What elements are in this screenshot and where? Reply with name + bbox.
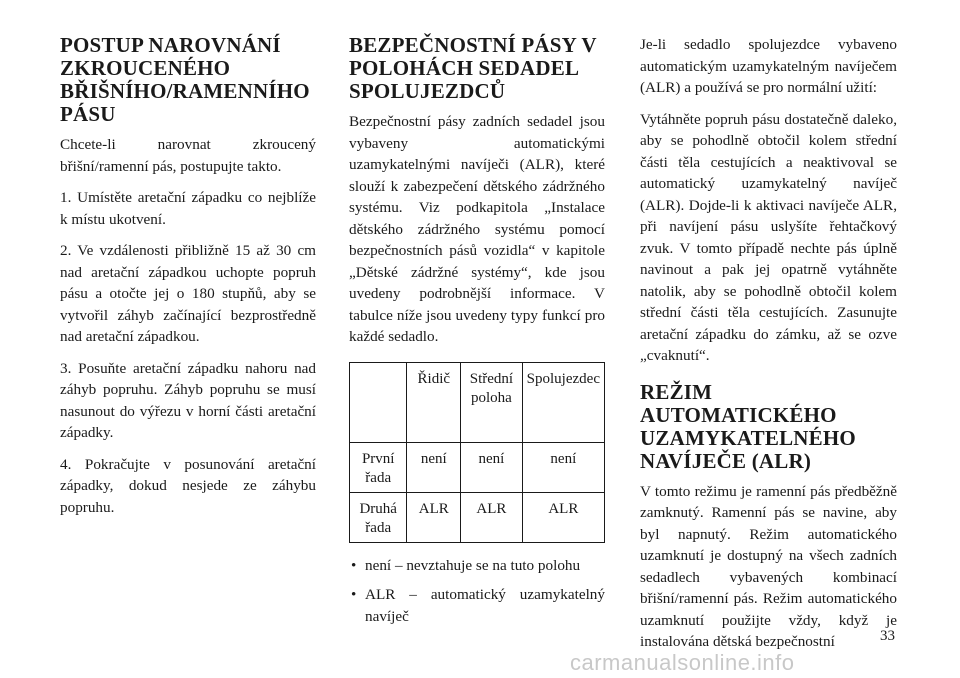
table-row bbox=[350, 442, 605, 492]
legend-text: není – nevztahuje se na tuto polohu bbox=[365, 556, 581, 574]
table-header-cell: Spolujezdec bbox=[522, 362, 604, 442]
legend-item bbox=[349, 584, 605, 627]
table-row-label: Druhá řada bbox=[350, 492, 407, 542]
watermark: carmanualsonline.info bbox=[570, 650, 795, 675]
section-heading-passenger-belts: BEZPEČNOSTNÍ PÁSY V POLOHÁCH SEDADEL SPOLUJEZDCŮ bbox=[349, 33, 597, 103]
column-3 bbox=[640, 34, 897, 663]
step-3: 3. Posuňte aretační západku nahoru nad záhyb popruhu. Záhyb popruhu se musí nasunout do výřezu v horní části aretační západky. bbox=[60, 359, 316, 441]
legend-text: ALR – automatický uzamykatelný navíječ bbox=[365, 586, 605, 625]
table-cell: ALR bbox=[522, 492, 604, 542]
table-header-cell bbox=[350, 362, 407, 442]
bullet-icon: • bbox=[351, 586, 357, 603]
legend-item bbox=[349, 555, 605, 577]
table-cell: ALR bbox=[407, 492, 461, 542]
bullet-icon: • bbox=[351, 556, 357, 574]
table-header-cell: Střední poloha bbox=[461, 362, 523, 442]
step-2: 2. Ve vzdálenosti přibližně 15 až 30 cm nad aretační západkou uchopte popruh pásu a otočte jej o 180 stupňů, aby se vytvořil záhyb začínající bezprostředně nad aretační západkou. bbox=[60, 242, 316, 345]
table-row bbox=[350, 492, 605, 542]
table-cell: ALR bbox=[461, 492, 523, 542]
paragraph: Chcete-li narovnat zkroucený břišní/ramenní pás, postupujte takto. bbox=[60, 136, 316, 175]
table-cell: není bbox=[522, 442, 604, 492]
table-cell: není bbox=[407, 442, 461, 492]
paragraph: V tomto režimu je ramenní pás předběžně zamknutý. Ramenní pás se navine, aby byl napnutý. Režim automatického uzamknutí je dostupný na všech zadních sedadlech vybavených kombinací břišní/ramenní pás. Režim automatického uzamknutí použijte vždy, když je instalována dětská bezpečnostní bbox=[640, 482, 897, 650]
step-1: 1. Umístěte aretační západku co nejblíže k místu ukotvení. bbox=[60, 189, 316, 228]
step-4: 4. Pokračujte v posunování aretační západky, dokud nesjede ze záhybu popruhu. bbox=[60, 455, 316, 516]
table-row-label: První řada bbox=[350, 442, 407, 492]
table-header-cell: Řidič bbox=[407, 362, 461, 442]
intro-paragraph: Bezpečnostní pásy zadních sedadel jsou vybaveny automatickými uzamykatelnými navíječi (ALR), které slouží k zabezpečení dětského zádržného systému. Viz podkapitola „Instalace dětského zádržného systému pomocí bezpečnostních pásů vozidla“ v kapitole „Dětské zádržné systémy“, kde jsou uvedeny podrobnější informace. V tabulce níže jsou uvedeny typy funkcí pro každé sedadlo. bbox=[349, 113, 605, 345]
paragraph: Je-li sedadlo spolujezdce vybaveno automatickým uzamykatelným navíječem (ALR) a používá se pro normální užití: bbox=[640, 36, 897, 96]
column-1 bbox=[60, 34, 316, 528]
section-heading-alr-mode: REŽIM AUTOMATICKÉHO UZAMYKATELNÉHO NAVÍJEČE (ALR) bbox=[640, 379, 856, 473]
seat-function-table bbox=[349, 362, 605, 543]
section-heading-straighten-belt: POSTUP NAROVNÁNÍ ZKROUCENÉHO BŘIŠNÍHO/RAMENNÍHO PÁSU bbox=[60, 33, 310, 126]
paragraph: Vytáhněte popruh pásu dostatečně daleko, aby se pohodlně obtočil kolem střední části těla cestujících a neaktivoval se automatický uzamykatelný navíječ (ALR). Dojde-li k aktivaci navíječe ALR, při navíjení pásu uslyšíte řehtačkový zvuk. V tomto případě nechte pás úplně navinout a pak jej opatrně vytáhněte natolik, aby se pohodlně obtočil kolem střední části těla cestujících. Zasunujte aretační západku do zámku, až se ozve „cvaknutí“. bbox=[640, 110, 897, 364]
table-cell: není bbox=[461, 442, 523, 492]
table-header-row bbox=[350, 362, 605, 442]
page-number: 33 bbox=[880, 628, 895, 644]
table-legend bbox=[349, 555, 605, 628]
column-2 bbox=[349, 34, 605, 635]
